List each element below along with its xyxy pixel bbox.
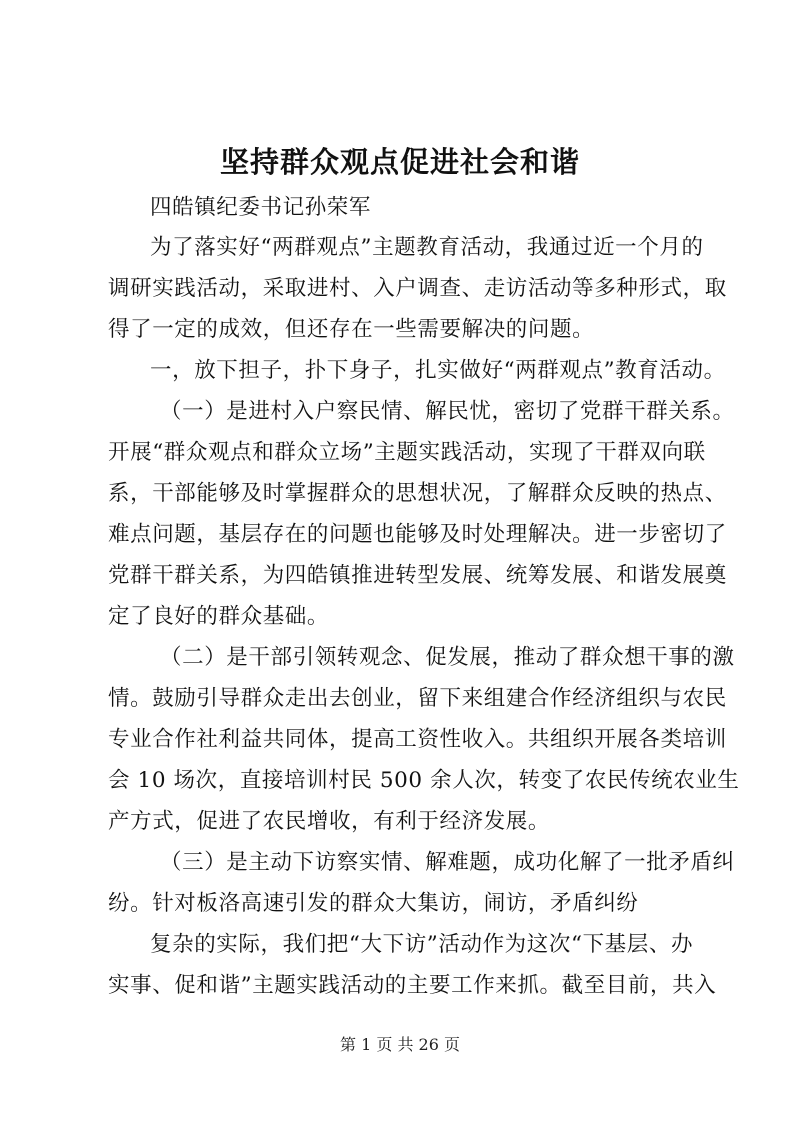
paragraph-line: 情。鼓励引导群众走出去创业，留下来组建合作经济组织与农民 xyxy=(108,686,727,711)
paragraph-line: （三）是主动下访察实情、解难题，成功化解了一批矛盾纠 xyxy=(160,850,735,875)
paragraph-line: 复杂的实际，我们把“大下访”活动作为这次“下基层、办 xyxy=(150,932,694,957)
paragraph-line: 纷。针对板洛高速引发的群众大集访，闹访，矛盾纠纷 xyxy=(108,891,639,916)
document-title: 坚持群众观点促进社会和谐 xyxy=(219,145,580,179)
paragraph-line: 党群干群关系，为四皓镇推进转型发展、统筹发展、和谐发展奠 xyxy=(108,563,727,588)
paragraph-line: 得了一定的成效，但还存在一些需要解决的问题。 xyxy=(108,317,595,342)
paragraph-line: 难点问题，基层存在的问题也能够及时处理解决。进一步密切了 xyxy=(108,522,727,547)
paragraph-line: 调研实践活动，采取进村、入户调查、走访活动等多种形式，取 xyxy=(108,276,727,301)
paragraph-line: 定了良好的群众基础。 xyxy=(108,604,330,629)
paragraph-line: （二）是干部引领转观念、促发展，推动了群众想干事的激 xyxy=(160,645,735,670)
paragraph-line: 会 10 场次，直接培训村民 500 余人次，转变了农民传统农业生 xyxy=(108,768,740,793)
author-line: 四皓镇纪委书记孙荣军 xyxy=(150,195,372,220)
paragraph-line: 系，干部能够及时掌握群众的思想状况，了解群众反映的热点、 xyxy=(108,481,727,506)
paragraph-line: 产方式，促进了农民增收，有利于经济发展。 xyxy=(108,809,551,834)
paragraph-line: 为了落实好“两群观点”主题教育活动，我通过近一个月的 xyxy=(150,235,704,260)
paragraph-line: （一）是进村入户察民情、解民忧，密切了党群干群关系。 xyxy=(160,399,735,424)
paragraph-line: 专业合作社利益共同体，提高工资性收入。共组织开展各类培训 xyxy=(108,727,727,752)
paragraph-line: 实事、促和谐”主题实践活动的主要工作来抓。截至目前，共入 xyxy=(108,973,717,998)
paragraph-line: 开展“群众观点和群众立场”主题实践活动，实现了干群双向联 xyxy=(108,440,706,465)
page-number-footer: 第 1 页 共 26 页 xyxy=(340,1035,460,1054)
section-heading: 一，放下担子，扑下身子，扎实做好“两群观点”教育活动。 xyxy=(150,358,726,383)
